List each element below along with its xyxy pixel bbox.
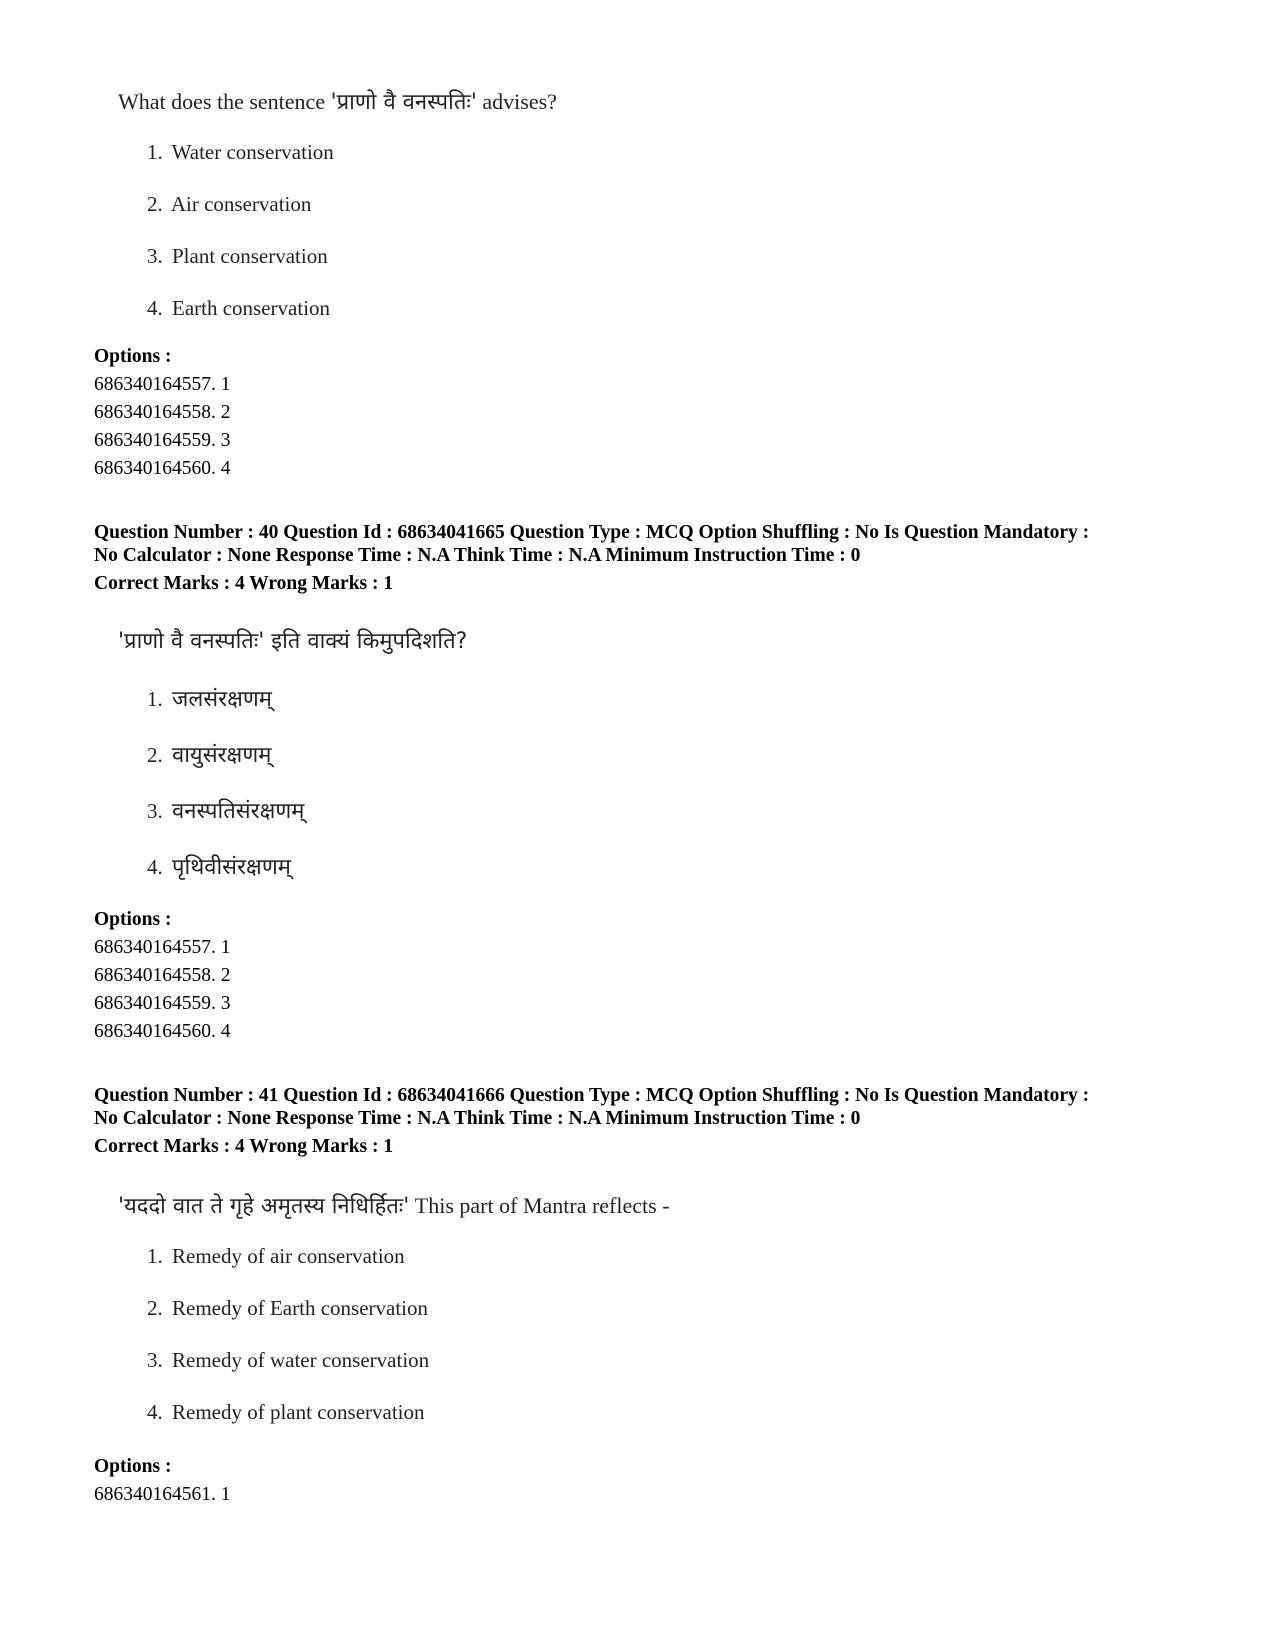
choice-item: 2. Air conservation	[147, 192, 312, 216]
question-header-line2: No Calculator : None Response Time : N.A Think Time : N.A Minimum Instruction Time : 0	[94, 1108, 861, 1129]
question-header: Question Number : 41 Question Id : 68634041666 Question Type : MCQ Option Shuffling : No Is Question Mandatory :	[94, 1085, 1090, 1106]
choice-item: 1. जलसंरक्षणम्	[147, 687, 272, 712]
marks-line: Correct Marks : 4 Wrong Marks : 1	[94, 573, 394, 594]
choice-item: 1. Water conservation	[147, 140, 334, 164]
options-label: Options :	[94, 909, 172, 930]
choice-item: 4. Remedy of plant conservation	[147, 1400, 425, 1424]
options-label: Options :	[94, 346, 172, 367]
question-text: 'प्राणो वै वनस्पतिः' इति वाक्यं किमुपदिशति?	[118, 629, 468, 654]
choice-item: 4. पृथिवीसंरक्षणम्	[147, 855, 291, 880]
marks-line: Correct Marks : 4 Wrong Marks : 1	[94, 1136, 394, 1157]
choice-item: 2. Remedy of Earth conservation	[147, 1296, 428, 1320]
question-text: 'यददो वात ते गृहे अमृतस्य निधिर्हितः' This part of Mantra reflects -	[118, 1193, 670, 1219]
option-id: 686340164559. 3	[94, 430, 231, 451]
question-header: Question Number : 40 Question Id : 68634041665 Question Type : MCQ Option Shuffling : No Is Question Mandatory :	[94, 522, 1090, 543]
question-header-line2: No Calculator : None Response Time : N.A Think Time : N.A Minimum Instruction Time : 0	[94, 545, 861, 566]
choice-item: 2. वायुसंरक्षणम्	[147, 743, 272, 768]
option-id: 686340164558. 2	[94, 965, 231, 986]
choice-item: 3. Remedy of water conservation	[147, 1348, 430, 1372]
options-label: Options :	[94, 1456, 172, 1477]
option-id: 686340164559. 3	[94, 993, 231, 1014]
option-id: 686340164557. 1	[94, 937, 231, 958]
choice-item: 3. Plant conservation	[147, 244, 328, 268]
option-id: 686340164560. 4	[94, 1021, 231, 1042]
question-text: What does the sentence 'प्राणो वै वनस्पतिः' advises?	[118, 89, 557, 115]
option-id: 686340164560. 4	[94, 458, 231, 479]
option-id: 686340164558. 2	[94, 402, 231, 423]
choice-item: 4. Earth conservation	[147, 296, 331, 320]
option-id: 686340164561. 1	[94, 1484, 231, 1505]
option-id: 686340164557. 1	[94, 374, 231, 395]
choice-item: 1. Remedy of air conservation	[147, 1244, 405, 1268]
choice-item: 3. वनस्पतिसंरक्षणम्	[147, 799, 305, 824]
